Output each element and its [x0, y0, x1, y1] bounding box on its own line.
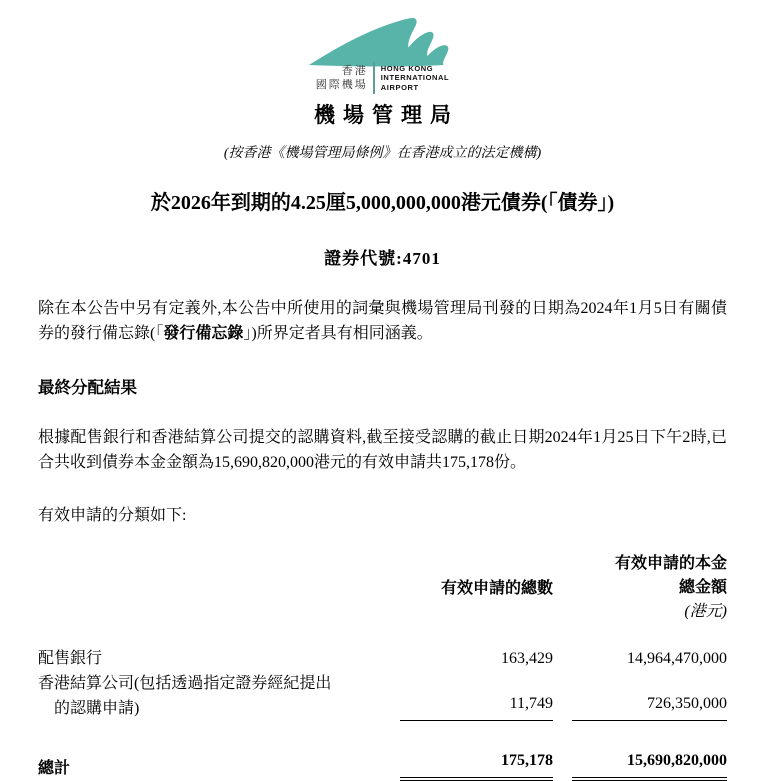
- table-body: [38, 646, 727, 781]
- definitions-text-post: 」)所界定者具有相同涵義。: [243, 325, 433, 342]
- stock-code: 證券代號:4701: [324, 249, 441, 268]
- row-label: 配售銀行: [38, 650, 103, 667]
- amount-header-line2: 總金額: [678, 579, 727, 596]
- amount-header-line1: 有效申請的本金: [614, 555, 727, 572]
- row-applications-value: 11,749: [400, 691, 553, 721]
- classification-intro: 有效申請的分類如下:: [38, 507, 187, 524]
- definitions-defined-term: 發行備忘錄: [163, 325, 244, 342]
- amount-column-header: [572, 552, 727, 624]
- row-applications-value: 163,429: [501, 650, 553, 667]
- table-row: [38, 671, 727, 721]
- table-row: [38, 646, 727, 671]
- row-amount-value: 726,350,000: [572, 691, 727, 721]
- table-total-row: [38, 748, 727, 781]
- hkia-swoosh-icon: [302, 10, 464, 72]
- row-label-line2: 的認購申請): [54, 700, 140, 717]
- allocation-paragraph: 根據配售銀行和香港結算公司提交的認購資料,截至接受認購的截止日期2024年1月25日下午2時,已合共收到債券本金金額為15,690,820,000港元的有效申請共175,178份。: [38, 429, 727, 471]
- amount-unit-label: (港元): [684, 603, 727, 620]
- authority-name: 機場管理局: [314, 103, 459, 127]
- row-amount-value: 14,964,470,000: [627, 650, 727, 667]
- allocation-table: [38, 552, 727, 781]
- logo-chinese-name: 香港 國際機場: [315, 65, 368, 91]
- hkia-logo: [38, 10, 727, 129]
- statutory-note: (按香港《機場管理局條例》在香港成立的法定機構): [223, 146, 542, 161]
- logo-text: [38, 62, 727, 94]
- total-applications-value: 175,178: [400, 748, 553, 781]
- total-label: 總計: [38, 760, 71, 777]
- logo-english-name: HONG KONG INTERNATIONAL AIRPORT: [380, 63, 450, 92]
- row-label-line1: 香港結算公司(包括透過指定證券經紀提出: [38, 675, 332, 692]
- row-label: [38, 671, 400, 721]
- total-amount-value: 15,690,820,000: [572, 748, 727, 781]
- bond-title: 於2026年到期的4.25厘5,000,000,000港元債券(「債券」): [150, 192, 615, 214]
- final-allocation-heading: 最終分配結果: [38, 378, 137, 397]
- definitions-text-pre: 除在本公告中另有定義外,本公告中所使用的詞彙與機場管理局刊發的日期為2024年1月5日有關債券的發行備忘錄(「: [38, 300, 727, 342]
- applications-column-header: 有效申請的總數: [440, 580, 553, 597]
- table-header-row: [38, 552, 727, 624]
- definitions-paragraph: [38, 296, 727, 346]
- logo-divider: [373, 62, 375, 94]
